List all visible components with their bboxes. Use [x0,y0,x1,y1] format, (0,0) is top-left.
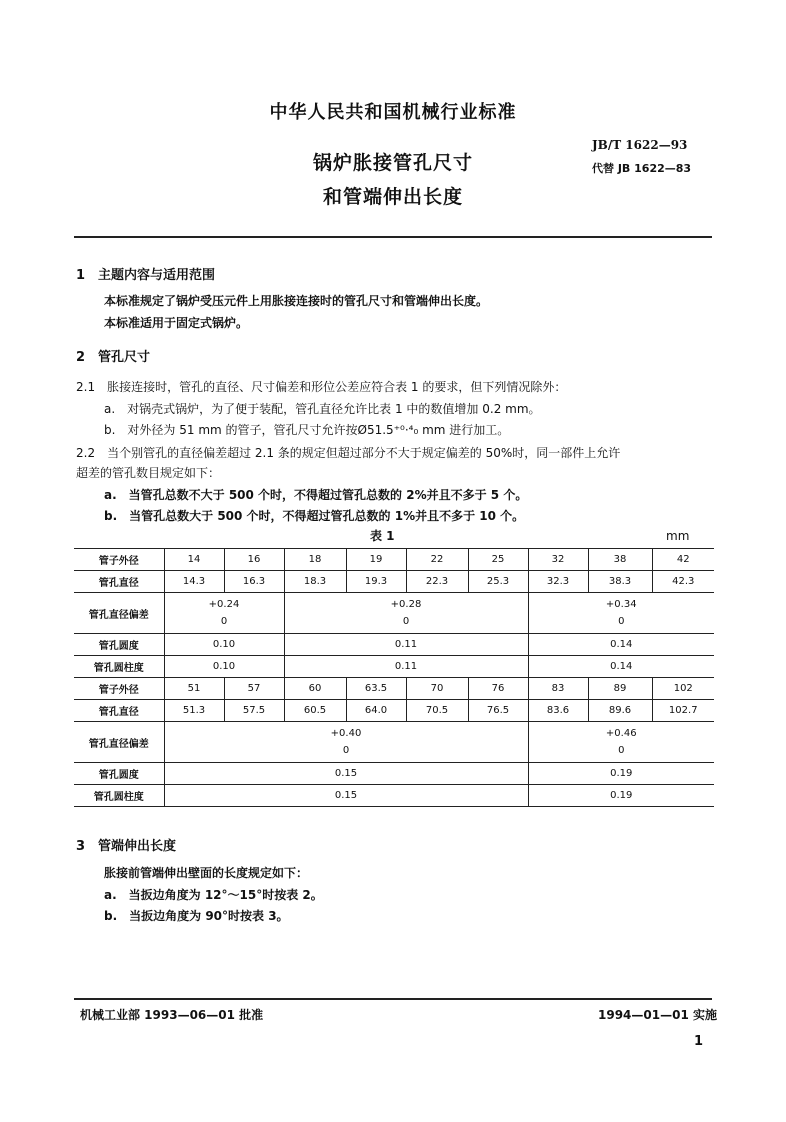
clause-2-2-a: a. 当管孔总数不大于 500 个时，不得超过管孔总数的 2%并且不多于 5 个。 [104,488,528,502]
table-cell: 63.5 [346,678,406,700]
table-cell: 19 [346,549,406,571]
table-cell: 38.3 [588,571,652,593]
table-cell: 0.10 [164,656,284,678]
tolerance-lower: 0 [618,745,625,756]
tolerance-lower: 0 [342,745,350,756]
table1-caption: 表 1 [370,529,395,543]
table-1 [74,548,714,807]
table-cell: 102.7 [652,700,714,722]
row-label-round: 管孔圆度 [74,634,164,656]
effective-date: 1994—01—01 实施 [598,1008,717,1022]
table-cell: 102 [652,678,714,700]
table-cell: 0.15 [164,785,528,807]
table-row [74,678,714,700]
tolerance-upper: +0.46 [605,728,637,739]
tolerance-upper: +0.28 [390,599,422,610]
table-cell: 51.3 [164,700,224,722]
table-cell: 25 [468,549,528,571]
table-cell: 0.11 [284,634,528,656]
table-row [74,700,714,722]
table-row [74,763,714,785]
table-cell: 18 [284,549,346,571]
row-label-round: 管孔圆度 [74,763,164,785]
tolerance-upper: +0.24 [208,599,240,610]
table-cell: 16.3 [224,571,284,593]
table-cell [284,593,528,634]
table-row [74,571,714,593]
section1-paragraph-2: 本标准适用于固定式锅炉。 [104,316,249,330]
table-cell: 57.5 [224,700,284,722]
table1-unit: mm [666,529,690,543]
table-cell: 60.5 [284,700,346,722]
footer-divider [74,998,712,1000]
clause-2-1-a: a. 对锅壳式锅炉，为了便于装配，管孔直径允许比表 1 中的数值增加 0.2 mm。 [104,402,541,416]
row-label-dia: 管孔直径 [74,571,164,593]
table-row [74,785,714,807]
table-cell: 76.5 [468,700,528,722]
table-cell [164,593,284,634]
table-cell: 42 [652,549,714,571]
table-cell: 19.3 [346,571,406,593]
page-number: 1 [694,1034,704,1049]
table-cell: 51 [164,678,224,700]
issuing-organization: 中华人民共和国机械行业标准 [269,102,517,123]
table-cell: 25.3 [468,571,528,593]
section3-paragraph: 胀接前管端伸出壁面的长度规定如下： [104,866,309,880]
table-cell: 0.15 [164,763,528,785]
table-cell: 60 [284,678,346,700]
section3-item-b: b. 当扳边角度为 90°时按表 3。 [104,909,289,923]
table-cell: 0.14 [528,634,714,656]
row-label-cyl: 管孔圆柱度 [74,785,164,807]
table-row [74,634,714,656]
replaces-standard: 代替 JB 1622—83 [592,162,692,175]
row-label-dia: 管孔直径 [74,700,164,722]
table-row [74,656,714,678]
section3-item-a: a. 当扳边角度为 12°～15°时按表 2。 [104,888,323,902]
section1-heading: 1 主题内容与适用范围 [76,268,216,283]
table-cell [528,593,714,634]
clause-2-1: 2.1 胀接连接时，管孔的直径、尺寸偏差和形位公差应符合表 1 的要求，但下列情况除外： [76,380,567,394]
row-label-od: 管子外径 [74,549,164,571]
row-label-od: 管子外径 [74,678,164,700]
table-cell: 0.11 [284,656,528,678]
table-cell: 0.19 [528,763,714,785]
table-row [74,549,714,571]
header-divider [74,236,712,238]
tolerance-upper: +0.34 [605,599,637,610]
section3-heading: 3 管端伸出长度 [76,839,177,854]
table-cell: 18.3 [284,571,346,593]
table-cell: 32 [528,549,588,571]
table-cell: 70 [406,678,468,700]
table-cell: 14 [164,549,224,571]
table-cell: 0.14 [528,656,714,678]
table-cell: 89.6 [588,700,652,722]
clause-2-2-b: b. 当管孔总数大于 500 个时，不得超过管孔总数的 1%并且不多于 10 个。 [104,509,525,523]
table-cell: 70.5 [406,700,468,722]
table-row [74,593,714,634]
table-cell: 22 [406,549,468,571]
table-cell: 22.3 [406,571,468,593]
section1-paragraph-1: 本标准规定了锅炉受压元件上用胀接连接时的管孔尺寸和管端伸出长度。 [104,294,489,308]
tolerance-lower: 0 [220,616,228,627]
approval-date: 机械工业部 1993—06—01 批准 [80,1008,264,1022]
document-title-line1: 锅炉胀接管孔尺寸 [312,152,473,174]
clause-2-1-b: b. 对外径为 51 mm 的管子，管孔尺寸允许按Ø51.5⁺⁰·⁴₀ mm 进行加工。 [104,423,510,437]
clause-2-2-line1: 2.2 当个别管孔的直径偏差超过 2.1 条的规定但超过部分不大于规定偏差的 50%时，同一部件上允许 [76,446,621,460]
section2-heading: 2 管孔尺寸 [76,350,151,365]
table-cell: 83.6 [528,700,588,722]
table-cell: 0.10 [164,634,284,656]
table-cell: 42.3 [652,571,714,593]
tolerance-upper: +0.40 [330,728,362,739]
table-cell: 64.0 [346,700,406,722]
row-label-dev: 管孔直径偏差 [74,722,164,763]
row-label-dev: 管孔直径偏差 [74,593,164,634]
table-cell: 32.3 [528,571,588,593]
table-cell: 0.19 [528,785,714,807]
tolerance-lower: 0 [618,616,625,627]
table-cell: 76 [468,678,528,700]
document-title-line2: 和管端伸出长度 [322,186,463,208]
row-label-cyl: 管孔圆柱度 [74,656,164,678]
clause-2-2-line2: 超差的管孔数目规定如下： [76,466,221,480]
table-cell: 16 [224,549,284,571]
table-cell: 14.3 [164,571,224,593]
table-cell: 57 [224,678,284,700]
table-cell: 89 [588,678,652,700]
table-cell: 83 [528,678,588,700]
table-cell [528,722,714,763]
tolerance-lower: 0 [402,616,410,627]
table-cell: 38 [588,549,652,571]
standard-number: JB/T 1622—93 [592,138,688,152]
table-cell [164,722,528,763]
table-row [74,722,714,763]
